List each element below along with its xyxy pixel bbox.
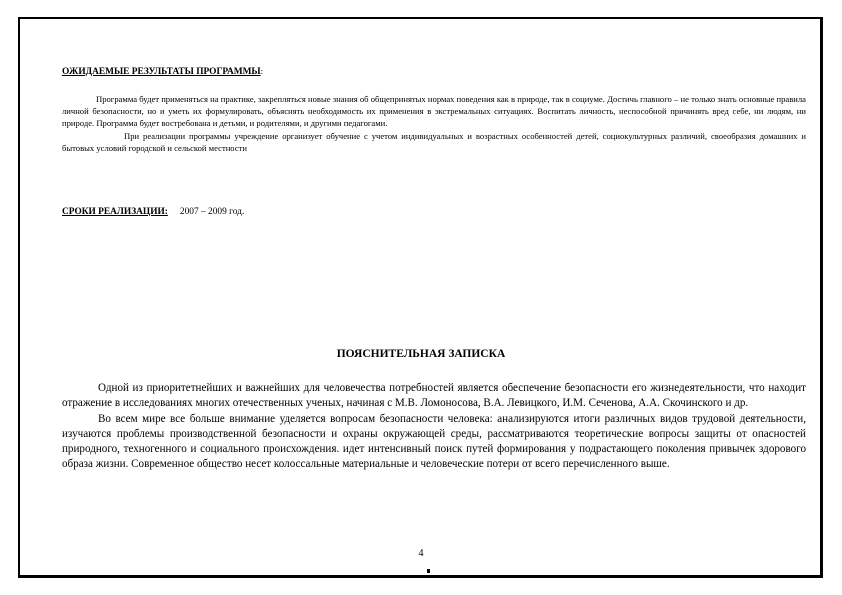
results-heading-colon: : — [260, 66, 264, 76]
results-heading-text: ОЖИДАЕМЫЕ РЕЗУЛЬТАТЫ ПРОГРАММЫ — [62, 67, 261, 77]
note-body — [62, 381, 806, 473]
page-break-mark — [427, 569, 430, 573]
terms-label: СРОКИ РЕАЛИЗАЦИИ: — [62, 207, 168, 217]
terms-value: 2007 – 2009 год. — [179, 207, 245, 217]
note-title: ПОЯСНИТЕЛЬНАЯ ЗАПИСКА — [336, 348, 506, 360]
results-paragraph-2: При реализации программы учреждение организует обучение с учетом индивидуальных и возрастных особенностей детей, социокультурных различий, своеобразия домашних и бытовых условий городской и сельской местности — [62, 130, 806, 153]
results-paragraph-1: Программа будет применяться на практике, закрепляться новые знания об общепринятых нормах поведения как в природе, так в социуме. Достичь главного – не только знать основные правила личной безопасности, но и уметь их формулировать, объяснять необходимость их применения в экстремальных ситуациях. Воспитать личность, неспособной причинять вред себе, ни людям, ни природе. Программа будет востребована и детьми, и родителями, и другими педагогами. — [62, 94, 806, 129]
implementation-terms — [62, 207, 244, 217]
note-paragraph-1: Одной из приоритетнейших и важнейших для человечества потребностей является обеспечение безопасности его жизнедеятельности, что находит отражение в исследованиях многих отечественных ученых, начиная с М.В. Ломоносова, В.А. Левицкого, И.М. Сеченова, А.А. Скочинского и др. — [62, 382, 806, 410]
page-number: 4 — [418, 548, 424, 559]
results-body — [62, 93, 806, 154]
note-paragraph-2: Во всем мире все больше внимание уделяется вопросам безопасности человека: анализируются итоги различных видов трудовой деятельности, изучаются проблемы производственной безопасности и охраны окружающей среды, рассматриваются теоретические вопросы защиты от опасностей природного, техногенного и социального происхождения. идет интенсивный поиск путей формирования у подрастающего поколения привычек здорового образа жизни. Современное общество несет колоссальные материальные и человеческие потери от всего перечисленного выше. — [62, 412, 806, 471]
results-heading — [62, 61, 263, 79]
